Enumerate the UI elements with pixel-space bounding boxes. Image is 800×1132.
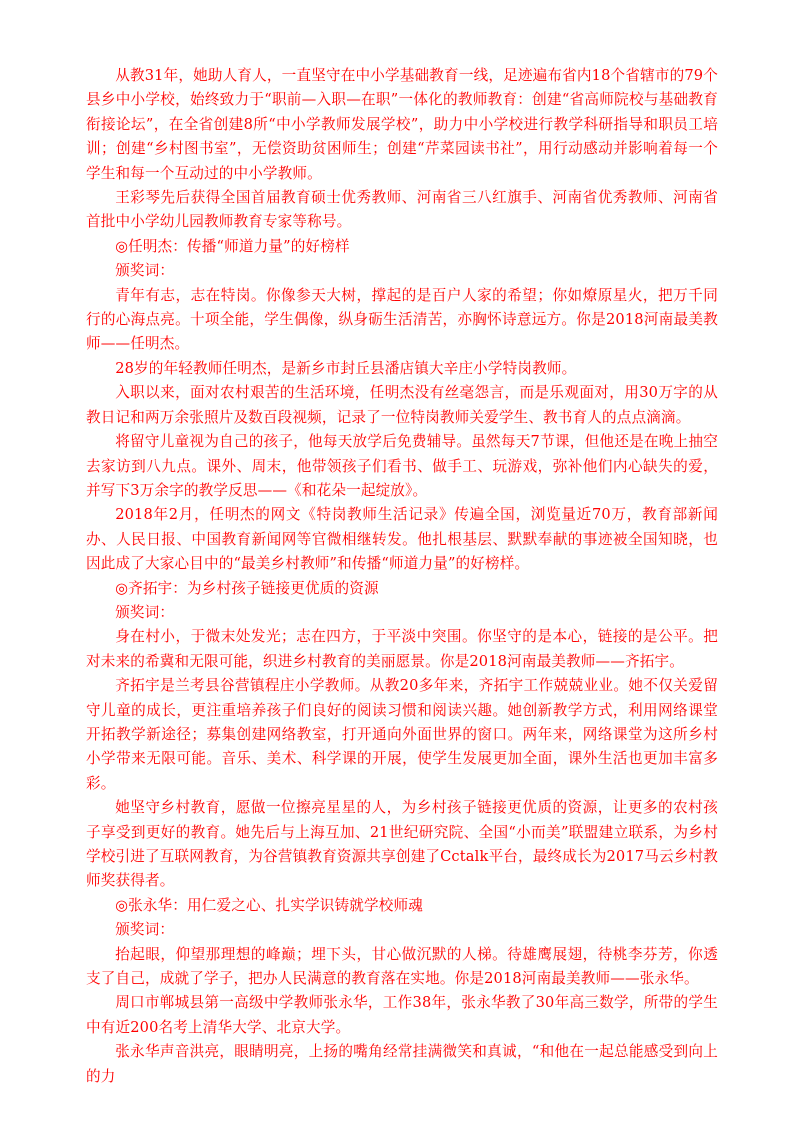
paragraph: 28岁的年轻教师任明杰，是新乡市封丘县潘店镇大辛庄小学特岗教师。	[115, 359, 577, 377]
article-body	[86, 64, 718, 1089]
paragraph: 王彩琴先后获得全国首届教育硕士优秀教师、河南省三八红旗手、河南省优秀教师、河南省首批中小学幼儿园教师教育专家等称号。	[86, 189, 718, 231]
paragraph: 将留守儿童视为自己的孩子，他每天放学后免费辅导。虽然每天7节课，但他还是在晚上抽空去家访到八九点。课外、周末，他带领孩子们看书、做手工、玩游戏，弥补他们内心缺失的爱，并写下3万余字的教学反思——《和花朵一起绽放》。	[86, 433, 718, 499]
paragraph: 周口市郸城县第一高级中学教师张永华，工作38年，张永华教了30年高三数学，所带的学生中有近200名考上清华大学、北京大学。	[86, 994, 718, 1036]
award-speech-label: 颁奖词：	[115, 262, 175, 280]
award-speech-label: 颁奖词：	[115, 603, 175, 621]
paragraph: 齐拓宇是兰考县谷营镇程庄小学教师。从教20多年来，齐拓宇工作兢兢业业。她不仅关爱留守儿童的成长，更注重培养孩子们良好的阅读习惯和阅读兴趣。她创新教学方式，利用网络课堂开拓教学新途径；募集创建网络教室，打开通向外面世界的窗口。两年来，网络课堂为这所乡村小学带来无限可能。音乐、美术、科学课的开展，使学生发展更加全面，课外生活也更加丰富多彩。	[86, 677, 718, 792]
section-heading-ren-mingjie: ◎任明杰：传播“师道力量”的好榜样	[115, 237, 350, 255]
paragraph: 抬起眼，仰望那理想的峰巅；埋下头，甘心做沉默的人梯。待雄鹰展翅，待桃李芬芳，你透支了自己，成就了学子，把办人民满意的教育落在实地。你是2018河南最美教师——张永华。	[86, 945, 718, 988]
paragraph: 2018年2月，任明杰的网文《特岗教师生活记录》传遍全国，浏览量近70万，教育部新闻办、人民日报、中国教育新闻网等官微相继转发。他扎根基层、默默奉献的事迹被全国知晓，也因此成了大家心目中的“最美乡村教师”和传播“师道力量”的好榜样。	[86, 506, 718, 573]
paragraph: 张永华声音洪亮，眼睛明亮，上扬的嘴角经常挂满微笑和真诚，“和他在一起总能感受到向上的力	[86, 1043, 718, 1085]
section-heading-zhang-yonghua: ◎张永华：用仁爱之心、扎实学识铸就学校师魂	[115, 896, 423, 914]
paragraph: 她坚守乡村教育，愿做一位擦亮星星的人，为乡村孩子链接更优质的资源，让更多的农村孩子享受到更好的教育。她先后与上海互加、21世纪研究院、全国“小而美”联盟建立联系，为乡村学校引进了互联网教育，为谷营镇教育资源共享创建了Cctalk平台，最终成长为2017马云乡村教师奖获得者。	[86, 799, 718, 890]
award-speech-label: 颁奖词：	[115, 921, 175, 939]
paragraph: 身在村小，于微末处发光；志在四方，于平淡中突围。你坚守的是本心，链接的是公平。把对未来的希冀和无限可能，织进乡村教育的美丽愿景。你是2018河南最美教师——齐拓宇。	[86, 628, 718, 670]
paragraph: 入职以来，面对农村艰苦的生活环境，任明杰没有丝毫怨言，而是乐观面对，用30万字的从教日记和两万余张照片及数百段视频，记录了一位特岗教师关爱学生、教书育人的点点滴滴。	[86, 384, 718, 426]
section-heading-qi-tuoyu: ◎齐拓宇：为乡村孩子链接更优质的资源	[115, 579, 379, 597]
paragraph: 从教31年，她助人育人，一直坚守在中小学基础教育一线，足迹遍布省内18个省辖市的79个县乡中小学校，始终致力于“职前—入职—在职”一体化的教师教育：创建“省高师院校与基础教育衔接论坛”，在全省创建8所“中小学教师发展学校”，助力中小学校进行教学科研指导和职员工培训；创建“乡村图书室”，无偿资助贫困师生；创建“芹菜园读书社”，用行动感动并影响着每一个学生和每一个互动过的中小学教师。	[86, 67, 718, 182]
paragraph: 青年有志，志在特岗。你像参天大树，撑起的是百户人家的希望；你如燎原星火，把万千同行的心海点亮。十项全能，学生偶像，纵身砺生活清苦，亦胸怀诗意远方。你是2018河南最美教师——任明杰。	[86, 286, 718, 353]
